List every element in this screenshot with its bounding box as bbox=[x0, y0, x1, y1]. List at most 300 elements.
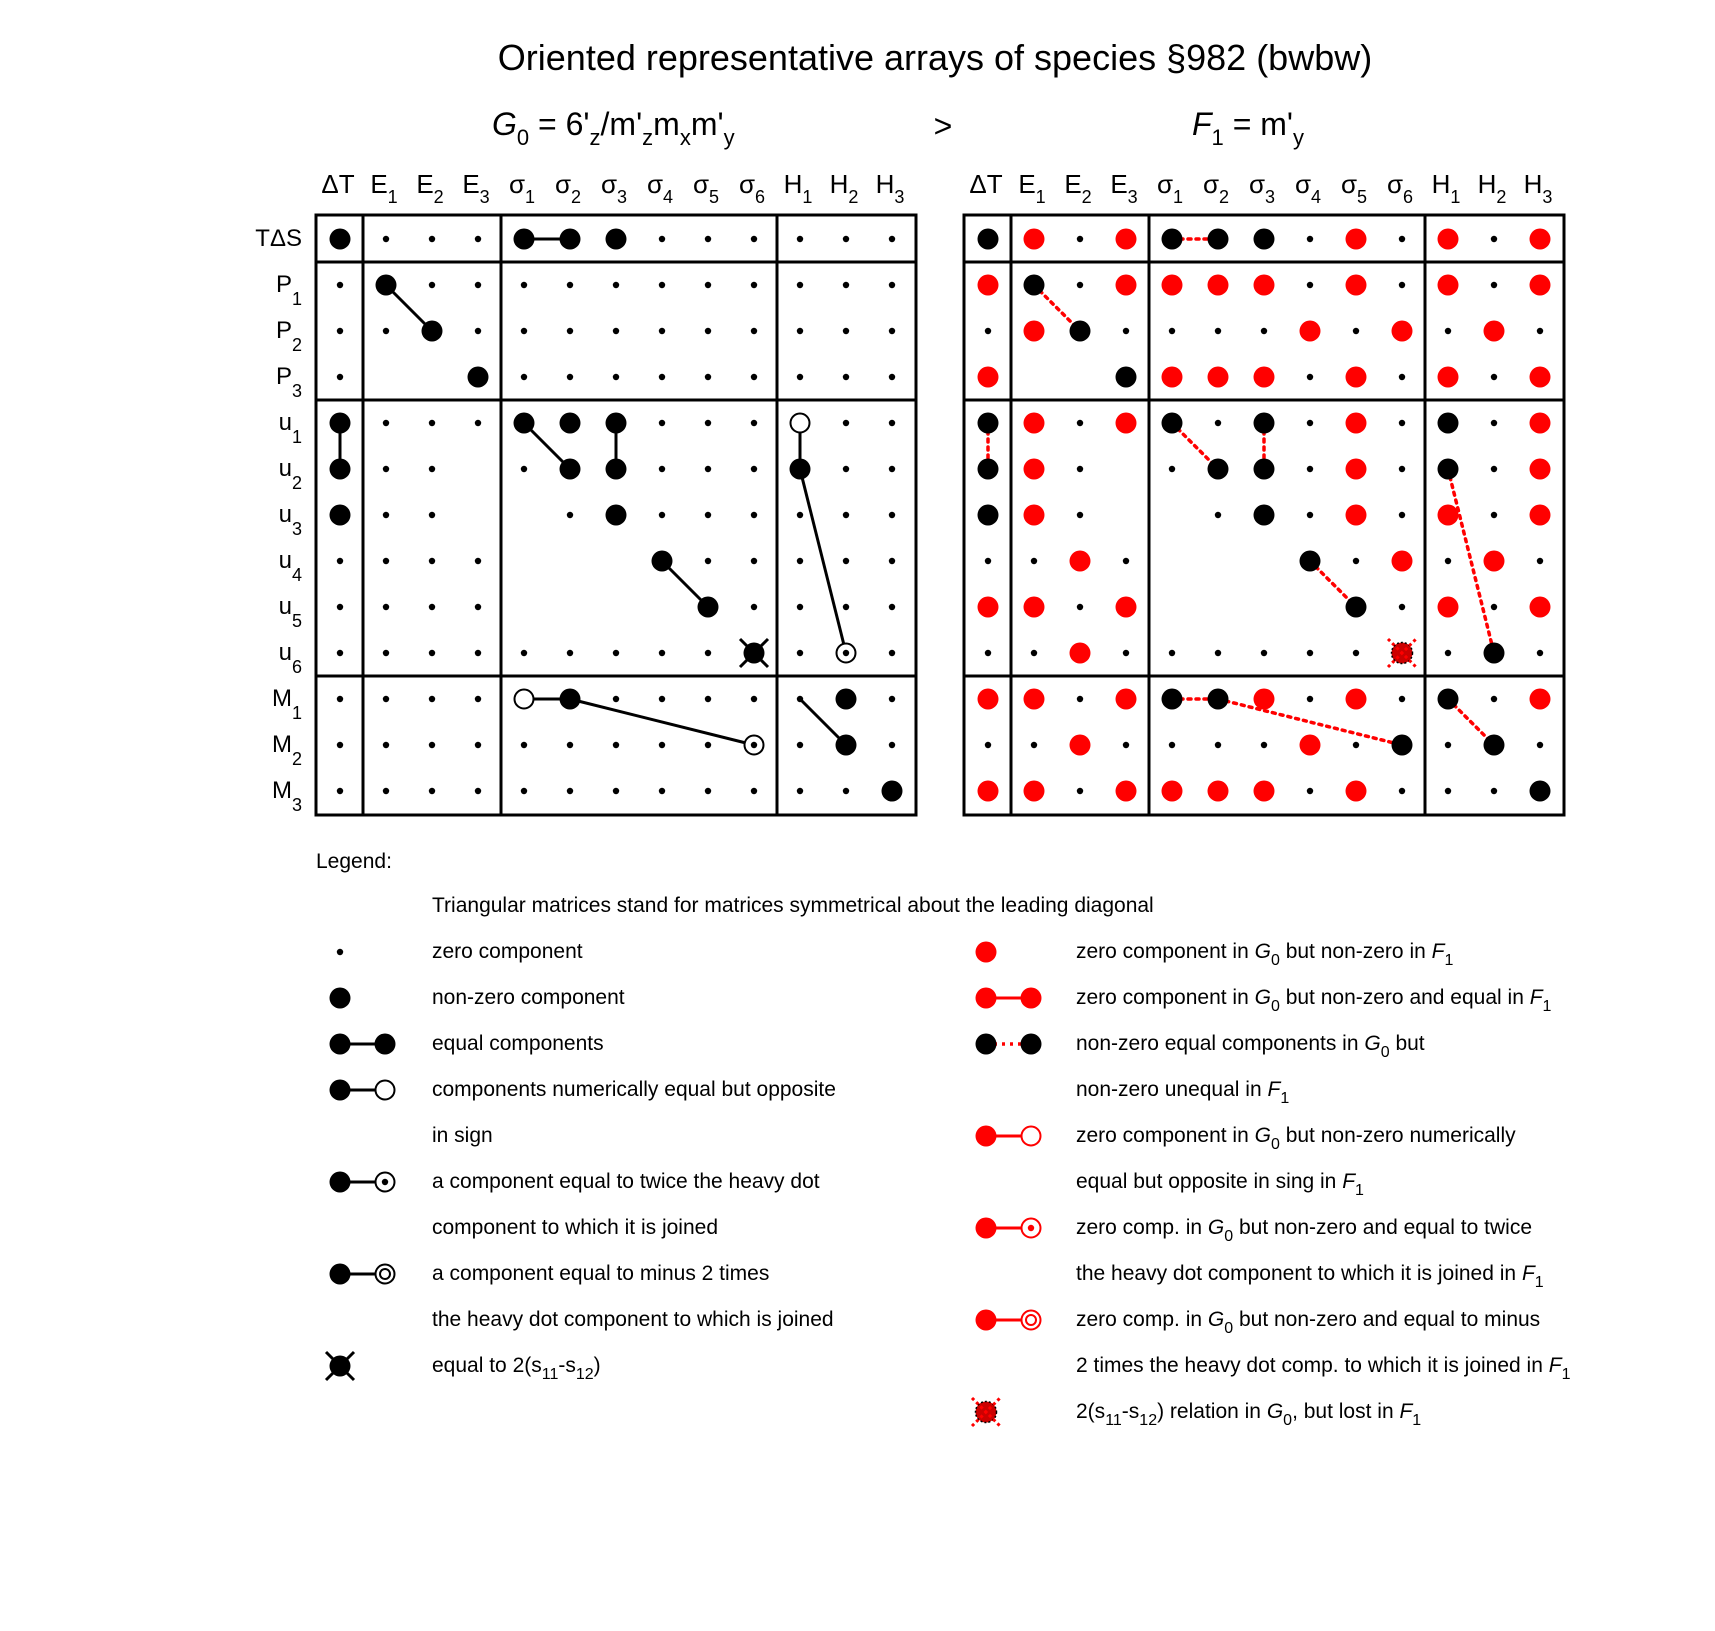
f1-cell-2-6 bbox=[1261, 328, 1267, 334]
f1-cell-5-11 bbox=[1491, 466, 1497, 472]
g0-col-header-6: $\sigma_3$ bbox=[600, 169, 628, 207]
f1-cell-11-6 bbox=[1261, 742, 1267, 748]
row-header-11: $M_2$ bbox=[271, 731, 302, 769]
g0-cell-5-8 bbox=[705, 466, 711, 472]
g0-col-header-3: $E_3$ bbox=[462, 169, 490, 207]
legend-left-text-6-0: equal to $2(s_{11}-s_{12})$ bbox=[432, 1354, 601, 1383]
g0-cell-0-12 bbox=[889, 236, 895, 242]
g0-cell-12-2 bbox=[429, 788, 435, 794]
g0-cell-1-9 bbox=[751, 282, 757, 288]
legend-right-text-3-1: equal but opposite in sing in $F_1$ bbox=[1076, 1170, 1364, 1199]
f1-cell-9-1 bbox=[1031, 650, 1037, 656]
g0-cell-11-12 bbox=[889, 742, 895, 748]
f1-cell-3-5 bbox=[1208, 367, 1229, 388]
f1-cell-2-0 bbox=[985, 328, 991, 334]
f1-cell-2-8 bbox=[1353, 328, 1359, 334]
g0-cell-6-7 bbox=[659, 512, 665, 518]
f1-cell-4-6 bbox=[1254, 413, 1275, 434]
g0-cell-7-7 bbox=[652, 551, 673, 572]
g0-cell-3-0 bbox=[337, 374, 343, 380]
g0-cell-4-10 bbox=[791, 414, 810, 433]
g0-heading: $G_0 = 6'_z/m'_zm_xm'_y$ bbox=[492, 106, 735, 150]
f1-col-header-11: $H_2$ bbox=[1477, 169, 1507, 207]
g0-cell-3-12 bbox=[889, 374, 895, 380]
f1-cell-3-3 bbox=[1116, 367, 1137, 388]
f1-cell-7-7 bbox=[1300, 551, 1321, 572]
f1-cell-1-12 bbox=[1530, 275, 1551, 296]
f1-cell-0-10 bbox=[1438, 229, 1459, 250]
g0-cell-4-0 bbox=[330, 413, 351, 434]
legend-left-text-4-1: component to which it is joined bbox=[432, 1216, 718, 1239]
legend-right-text-0-0: zero component in $G_0$ but non-zero in $F_1$ bbox=[1076, 940, 1454, 969]
f1-cell-3-7 bbox=[1307, 374, 1313, 380]
g0-cell-4-1 bbox=[383, 420, 389, 426]
g0-cell-5-5 bbox=[560, 459, 581, 480]
g0-cell-5-9 bbox=[751, 466, 757, 472]
g0-cell-2-3 bbox=[475, 328, 481, 334]
g0-cell-12-4 bbox=[521, 788, 527, 794]
f1-cell-1-9 bbox=[1399, 282, 1405, 288]
f1-col-header-3: $E_3$ bbox=[1110, 169, 1138, 207]
legend-left-text-5-0: a component equal to minus 2 times bbox=[432, 1262, 770, 1285]
g0-cell-7-8 bbox=[705, 558, 711, 564]
f1-cell-10-9 bbox=[1399, 696, 1405, 702]
g0-cell-3-5 bbox=[567, 374, 573, 380]
g0-cell-8-9 bbox=[751, 604, 757, 610]
f1-cell-4-8 bbox=[1346, 413, 1367, 434]
g0-cell-12-11 bbox=[843, 788, 849, 794]
f1-col-header-0: ΔT bbox=[969, 169, 1003, 199]
g0-cell-10-12 bbox=[889, 696, 895, 702]
legend-right-text-5-1: 2 times the heavy dot comp. to which it is joined in $F_1$ bbox=[1076, 1354, 1571, 1383]
legend-right-column bbox=[972, 940, 1571, 1429]
row-header-8: $u_5$ bbox=[278, 593, 302, 631]
f1-cell-0-3 bbox=[1116, 229, 1137, 250]
g0-cell-12-1 bbox=[383, 788, 389, 794]
f1-cell-12-0 bbox=[978, 781, 999, 802]
f1-cell-7-9 bbox=[1392, 551, 1413, 572]
f1-cell-8-10 bbox=[1438, 597, 1459, 618]
legend-left-column bbox=[326, 940, 836, 1383]
g0-cell-11-7 bbox=[659, 742, 665, 748]
g0-cell-5-12 bbox=[889, 466, 895, 472]
legend-left-symbol-6 bbox=[326, 1352, 354, 1380]
g0-link-9 bbox=[570, 699, 754, 745]
g0-cell-3-4 bbox=[521, 374, 527, 380]
f1-cell-1-1 bbox=[1024, 275, 1045, 296]
legend-right-symbol-6 bbox=[972, 1398, 1000, 1426]
f1-cell-3-4 bbox=[1162, 367, 1183, 388]
f1-cell-2-12 bbox=[1537, 328, 1543, 334]
g0-cell-0-10 bbox=[797, 236, 803, 242]
f1-cell-9-4 bbox=[1169, 650, 1175, 656]
f1-col-header-9: $\sigma_6$ bbox=[1386, 169, 1414, 207]
f1-cell-0-7 bbox=[1307, 236, 1313, 242]
g0-cell-12-5 bbox=[567, 788, 573, 794]
f1-col-header-10: $H_1$ bbox=[1431, 169, 1461, 207]
f1-cell-5-8 bbox=[1346, 459, 1367, 480]
f1-cell-9-2 bbox=[1070, 643, 1091, 664]
f1-cell-12-5 bbox=[1208, 781, 1229, 802]
f1-heading: $F_1 = m'_y$ bbox=[1192, 106, 1305, 150]
g0-cell-7-12 bbox=[889, 558, 895, 564]
g0-cell-1-2 bbox=[429, 282, 435, 288]
g0-cell-8-10 bbox=[797, 604, 803, 610]
f1-cell-7-0 bbox=[985, 558, 991, 564]
legend-heading: Legend: bbox=[316, 850, 392, 873]
g0-cell-9-5 bbox=[567, 650, 573, 656]
f1-cell-1-5 bbox=[1208, 275, 1229, 296]
f1-cell-1-2 bbox=[1077, 282, 1083, 288]
g0-cell-8-0 bbox=[337, 604, 343, 610]
f1-cell-1-3 bbox=[1116, 275, 1137, 296]
f1-cell-12-12 bbox=[1530, 781, 1551, 802]
g0-cell-3-3 bbox=[468, 367, 489, 388]
f1-cell-9-0 bbox=[985, 650, 991, 656]
g0-cell-2-12 bbox=[889, 328, 895, 334]
g0-cell-11-4 bbox=[521, 742, 527, 748]
legend-left-symbol-0 bbox=[337, 949, 343, 955]
f1-cell-10-7 bbox=[1307, 696, 1313, 702]
f1-cell-8-1 bbox=[1024, 597, 1045, 618]
f1-cell-6-0 bbox=[978, 505, 999, 526]
row-header-9: $u_6$ bbox=[278, 639, 302, 677]
f1-cell-4-10 bbox=[1438, 413, 1459, 434]
g0-cell-0-1 bbox=[383, 236, 389, 242]
f1-cell-12-4 bbox=[1162, 781, 1183, 802]
f1-cell-6-11 bbox=[1491, 512, 1497, 518]
g0-col-header-0: ΔT bbox=[321, 169, 355, 199]
f1-cell-6-10 bbox=[1438, 505, 1459, 526]
g0-cell-11-6 bbox=[613, 742, 619, 748]
f1-cell-12-11 bbox=[1491, 788, 1497, 794]
g0-cell-12-8 bbox=[705, 788, 711, 794]
g0-cell-2-2 bbox=[422, 321, 443, 342]
g0-cell-7-9 bbox=[751, 558, 757, 564]
g0-cell-9-11 bbox=[837, 644, 856, 663]
f1-cell-6-1 bbox=[1024, 505, 1045, 526]
f1-cell-5-1 bbox=[1024, 459, 1045, 480]
row-header-0: TΔS bbox=[255, 225, 302, 252]
g0-col-header-12: $H_3$ bbox=[875, 169, 905, 207]
f1-cell-9-3 bbox=[1123, 650, 1129, 656]
legend-left-text-1-0: non-zero component bbox=[432, 986, 625, 1009]
f1-cell-3-11 bbox=[1491, 374, 1497, 380]
f1-cell-9-7 bbox=[1307, 650, 1313, 656]
f1-cell-6-9 bbox=[1399, 512, 1405, 518]
legend-right-symbol-1 bbox=[976, 988, 1042, 1009]
g0-cell-1-3 bbox=[475, 282, 481, 288]
f1-cell-11-4 bbox=[1169, 742, 1175, 748]
f1-cell-11-3 bbox=[1123, 742, 1129, 748]
f1-cell-11-0 bbox=[985, 742, 991, 748]
legend-left-symbol-4 bbox=[330, 1172, 395, 1193]
g0-cell-9-0 bbox=[337, 650, 343, 656]
f1-cell-0-11 bbox=[1491, 236, 1497, 242]
f1-cell-8-2 bbox=[1077, 604, 1083, 610]
f1-cell-0-4 bbox=[1162, 229, 1183, 250]
g0-cell-10-1 bbox=[383, 696, 389, 702]
g0-cell-10-4 bbox=[515, 690, 534, 709]
f1-cell-9-10 bbox=[1445, 650, 1451, 656]
g0-cell-4-6 bbox=[606, 413, 627, 434]
legend-left-text-0-0: zero component bbox=[432, 940, 583, 963]
g0-cell-11-5 bbox=[567, 742, 573, 748]
f1-cell-10-8 bbox=[1346, 689, 1367, 710]
f1-cell-4-12 bbox=[1530, 413, 1551, 434]
g0-cell-2-0 bbox=[337, 328, 343, 334]
g0-cell-7-3 bbox=[475, 558, 481, 564]
g0-cell-10-2 bbox=[429, 696, 435, 702]
row-header-12: $M_3$ bbox=[271, 777, 302, 815]
f1-cell-7-2 bbox=[1070, 551, 1091, 572]
f1-cell-4-0 bbox=[978, 413, 999, 434]
f1-cell-10-10 bbox=[1438, 689, 1459, 710]
g0-cell-8-12 bbox=[889, 604, 895, 610]
f1-cell-1-7 bbox=[1307, 282, 1313, 288]
f1-cell-0-0 bbox=[978, 229, 999, 250]
row-header-2: $P_2$ bbox=[275, 317, 302, 355]
g0-cell-9-12 bbox=[889, 650, 895, 656]
f1-cell-3-10 bbox=[1438, 367, 1459, 388]
f1-cell-10-12 bbox=[1530, 689, 1551, 710]
f1-cell-7-1 bbox=[1031, 558, 1037, 564]
g0-cell-2-5 bbox=[567, 328, 573, 334]
f1-cell-12-2 bbox=[1077, 788, 1083, 794]
row-header-10: $M_1$ bbox=[271, 685, 302, 723]
legend-right-text-4-0: zero comp. in $G_0$ but non-zero and equal to twice bbox=[1076, 1216, 1533, 1245]
g0-cell-8-8 bbox=[698, 597, 719, 618]
row-header-4: $u_1$ bbox=[278, 409, 302, 447]
g0-cell-12-0 bbox=[337, 788, 343, 794]
g0-cell-12-9 bbox=[751, 788, 757, 794]
g0-col-header-7: $\sigma_4$ bbox=[646, 169, 674, 207]
g0-cell-9-4 bbox=[521, 650, 527, 656]
legend-left-symbol-2 bbox=[330, 1034, 396, 1055]
f1-cell-11-7 bbox=[1300, 735, 1321, 756]
g0-cell-5-10 bbox=[790, 459, 811, 480]
f1-cell-8-3 bbox=[1116, 597, 1137, 618]
f1-cell-4-11 bbox=[1491, 420, 1497, 426]
f1-cell-7-8 bbox=[1353, 558, 1359, 564]
f1-cell-1-10 bbox=[1438, 275, 1459, 296]
f1-cell-6-8 bbox=[1346, 505, 1367, 526]
f1-cell-0-9 bbox=[1399, 236, 1405, 242]
g0-cell-1-12 bbox=[889, 282, 895, 288]
g0-cell-0-11 bbox=[843, 236, 849, 242]
legend-intro: Triangular matrices stand for matrices symmetrical about the leading diagonal bbox=[432, 894, 1154, 917]
f1-cell-10-1 bbox=[1024, 689, 1045, 710]
g0-cell-6-0 bbox=[330, 505, 351, 526]
g0-cell-1-10 bbox=[797, 282, 803, 288]
g0-cell-12-12 bbox=[882, 781, 903, 802]
g0-cell-1-4 bbox=[521, 282, 527, 288]
g0-cell-8-3 bbox=[475, 604, 481, 610]
g0-cell-11-10 bbox=[797, 742, 803, 748]
f1-cell-1-4 bbox=[1162, 275, 1183, 296]
g0-cell-2-7 bbox=[659, 328, 665, 334]
f1-cell-8-12 bbox=[1530, 597, 1551, 618]
g0-cell-9-6 bbox=[613, 650, 619, 656]
f1-cell-12-1 bbox=[1024, 781, 1045, 802]
legend-left-text-5-1: the heavy dot component to which is joined bbox=[432, 1308, 834, 1331]
legend-right-text-5-0: zero comp. in $G_0$ but non-zero and equal to minus bbox=[1076, 1308, 1541, 1337]
f1-cell-11-9 bbox=[1392, 735, 1413, 756]
g0-cell-0-3 bbox=[475, 236, 481, 242]
g0-cell-11-8 bbox=[705, 742, 711, 748]
g0-col-header-1: $E_1$ bbox=[370, 169, 398, 207]
g0-cell-4-5 bbox=[560, 413, 581, 434]
g0-cell-8-2 bbox=[429, 604, 435, 610]
f1-cell-5-4 bbox=[1169, 466, 1175, 472]
g0-cell-4-3 bbox=[475, 420, 481, 426]
f1-cell-11-11 bbox=[1484, 735, 1505, 756]
g0-cell-6-5 bbox=[567, 512, 573, 518]
f1-cell-3-8 bbox=[1346, 367, 1367, 388]
f1-col-header-8: $\sigma_5$ bbox=[1340, 169, 1368, 207]
f1-cell-0-2 bbox=[1077, 236, 1083, 242]
g0-cell-10-5 bbox=[560, 689, 581, 710]
f1-cell-0-1 bbox=[1024, 229, 1045, 250]
g0-cell-2-4 bbox=[521, 328, 527, 334]
f1-cell-4-2 bbox=[1077, 420, 1083, 426]
g0-cell-3-6 bbox=[613, 374, 619, 380]
g0-cell-8-11 bbox=[843, 604, 849, 610]
g0-link-6 bbox=[800, 469, 846, 653]
f1-cell-11-1 bbox=[1031, 742, 1037, 748]
f1-cell-9-6 bbox=[1261, 650, 1267, 656]
legend-right-symbol-2 bbox=[976, 1034, 1042, 1055]
g0-cell-2-9 bbox=[751, 328, 757, 334]
f1-cell-2-10 bbox=[1445, 328, 1451, 334]
g0-matrix bbox=[255, 169, 916, 815]
g0-cell-4-7 bbox=[659, 420, 665, 426]
f1-cell-0-5 bbox=[1208, 229, 1229, 250]
g0-cell-0-9 bbox=[751, 236, 757, 242]
f1-cell-5-10 bbox=[1438, 459, 1459, 480]
legend-left-text-2-0: equal components bbox=[432, 1032, 604, 1055]
g0-cell-12-10 bbox=[797, 788, 803, 794]
f1-cell-5-6 bbox=[1254, 459, 1275, 480]
f1-cell-11-5 bbox=[1215, 742, 1221, 748]
f1-cell-1-11 bbox=[1491, 282, 1497, 288]
g0-cell-10-9 bbox=[751, 696, 757, 702]
g0-cell-6-6 bbox=[606, 505, 627, 526]
legend-right-symbol-0 bbox=[976, 942, 997, 963]
g0-cell-11-0 bbox=[337, 742, 343, 748]
f1-cell-7-12 bbox=[1537, 558, 1543, 564]
g0-cell-5-4 bbox=[521, 466, 527, 472]
g0-cell-3-8 bbox=[705, 374, 711, 380]
g0-cell-10-0 bbox=[337, 696, 343, 702]
g0-cell-2-10 bbox=[797, 328, 803, 334]
f1-cell-12-6 bbox=[1254, 781, 1275, 802]
g0-cell-5-1 bbox=[383, 466, 389, 472]
g0-col-header-11: $H_2$ bbox=[829, 169, 859, 207]
g0-col-header-2: $E_2$ bbox=[416, 169, 444, 207]
g0-cell-1-1 bbox=[376, 275, 397, 296]
f1-cell-5-9 bbox=[1399, 466, 1405, 472]
g0-cell-0-2 bbox=[429, 236, 435, 242]
f1-cell-8-11 bbox=[1491, 604, 1497, 610]
g0-cell-9-1 bbox=[383, 650, 389, 656]
g0-cell-0-0 bbox=[330, 229, 351, 250]
g0-cell-3-10 bbox=[797, 374, 803, 380]
row-header-7: $u_4$ bbox=[278, 547, 302, 585]
g0-cell-7-0 bbox=[337, 558, 343, 564]
f1-cell-7-10 bbox=[1445, 558, 1451, 564]
f1-cell-2-9 bbox=[1392, 321, 1413, 342]
f1-cell-8-8 bbox=[1346, 597, 1367, 618]
g0-cell-10-10 bbox=[797, 696, 803, 702]
f1-cell-10-3 bbox=[1116, 689, 1137, 710]
f1-cell-2-1 bbox=[1024, 321, 1045, 342]
g0-cell-4-4 bbox=[514, 413, 535, 434]
g0-cell-6-12 bbox=[889, 512, 895, 518]
g0-cell-2-8 bbox=[705, 328, 711, 334]
g0-cell-10-3 bbox=[475, 696, 481, 702]
g0-cell-0-7 bbox=[659, 236, 665, 242]
row-header-3: $P_3$ bbox=[275, 363, 302, 401]
f1-cell-9-12 bbox=[1537, 650, 1543, 656]
legend-left-symbol-1 bbox=[330, 988, 351, 1009]
legend-right-symbol-3 bbox=[976, 1126, 1041, 1147]
g0-cell-0-8 bbox=[705, 236, 711, 242]
legend-left-text-3-0: components numerically equal but opposite bbox=[432, 1078, 836, 1101]
f1-cell-12-8 bbox=[1346, 781, 1367, 802]
legend-right-symbol-4 bbox=[976, 1218, 1041, 1239]
f1-cell-3-0 bbox=[978, 367, 999, 388]
g0-cell-6-9 bbox=[751, 512, 757, 518]
legend-right-text-4-1: the heavy dot component to which it is joined in $F_1$ bbox=[1076, 1262, 1544, 1291]
f1-cell-4-7 bbox=[1307, 420, 1313, 426]
g0-cell-12-3 bbox=[475, 788, 481, 794]
g0-cell-11-1 bbox=[383, 742, 389, 748]
f1-cell-6-5 bbox=[1215, 512, 1221, 518]
g0-cell-4-9 bbox=[751, 420, 757, 426]
f1-col-header-4: $\sigma_1$ bbox=[1156, 169, 1184, 207]
g0-cell-1-8 bbox=[705, 282, 711, 288]
f1-cell-10-2 bbox=[1077, 696, 1083, 702]
legend-right-symbol-5 bbox=[976, 1310, 1041, 1331]
f1-cell-11-10 bbox=[1445, 742, 1451, 748]
f1-cell-11-8 bbox=[1353, 742, 1359, 748]
f1-cell-12-3 bbox=[1116, 781, 1137, 802]
f1-cell-4-5 bbox=[1215, 420, 1221, 426]
f1-cell-5-5 bbox=[1208, 459, 1229, 480]
f1-cell-10-0 bbox=[978, 689, 999, 710]
g0-cell-11-2 bbox=[429, 742, 435, 748]
g0-cell-12-6 bbox=[613, 788, 619, 794]
legend-left-text-3-1: in sign bbox=[432, 1124, 493, 1147]
f1-cell-3-12 bbox=[1530, 367, 1551, 388]
f1-cell-1-0 bbox=[978, 275, 999, 296]
g0-cell-5-11 bbox=[843, 466, 849, 472]
g0-cell-8-1 bbox=[383, 604, 389, 610]
f1-cell-0-8 bbox=[1346, 229, 1367, 250]
diagram-title: Oriented representative arrays of species §982 (bwbw) bbox=[497, 37, 1373, 78]
g0-cell-10-8 bbox=[705, 696, 711, 702]
g0-cell-9-7 bbox=[659, 650, 665, 656]
g0-cell-0-6 bbox=[606, 229, 627, 250]
f1-cell-9-11 bbox=[1484, 643, 1505, 664]
g0-cell-4-12 bbox=[889, 420, 895, 426]
legend-left-text-4-0: a component equal to twice the heavy dot bbox=[432, 1170, 820, 1193]
legend-right-text-2-1: non-zero unequal in $F_1$ bbox=[1076, 1078, 1290, 1107]
g0-cell-4-2 bbox=[429, 420, 435, 426]
g0-col-header-10: $H_1$ bbox=[783, 169, 813, 207]
f1-cell-11-2 bbox=[1070, 735, 1091, 756]
